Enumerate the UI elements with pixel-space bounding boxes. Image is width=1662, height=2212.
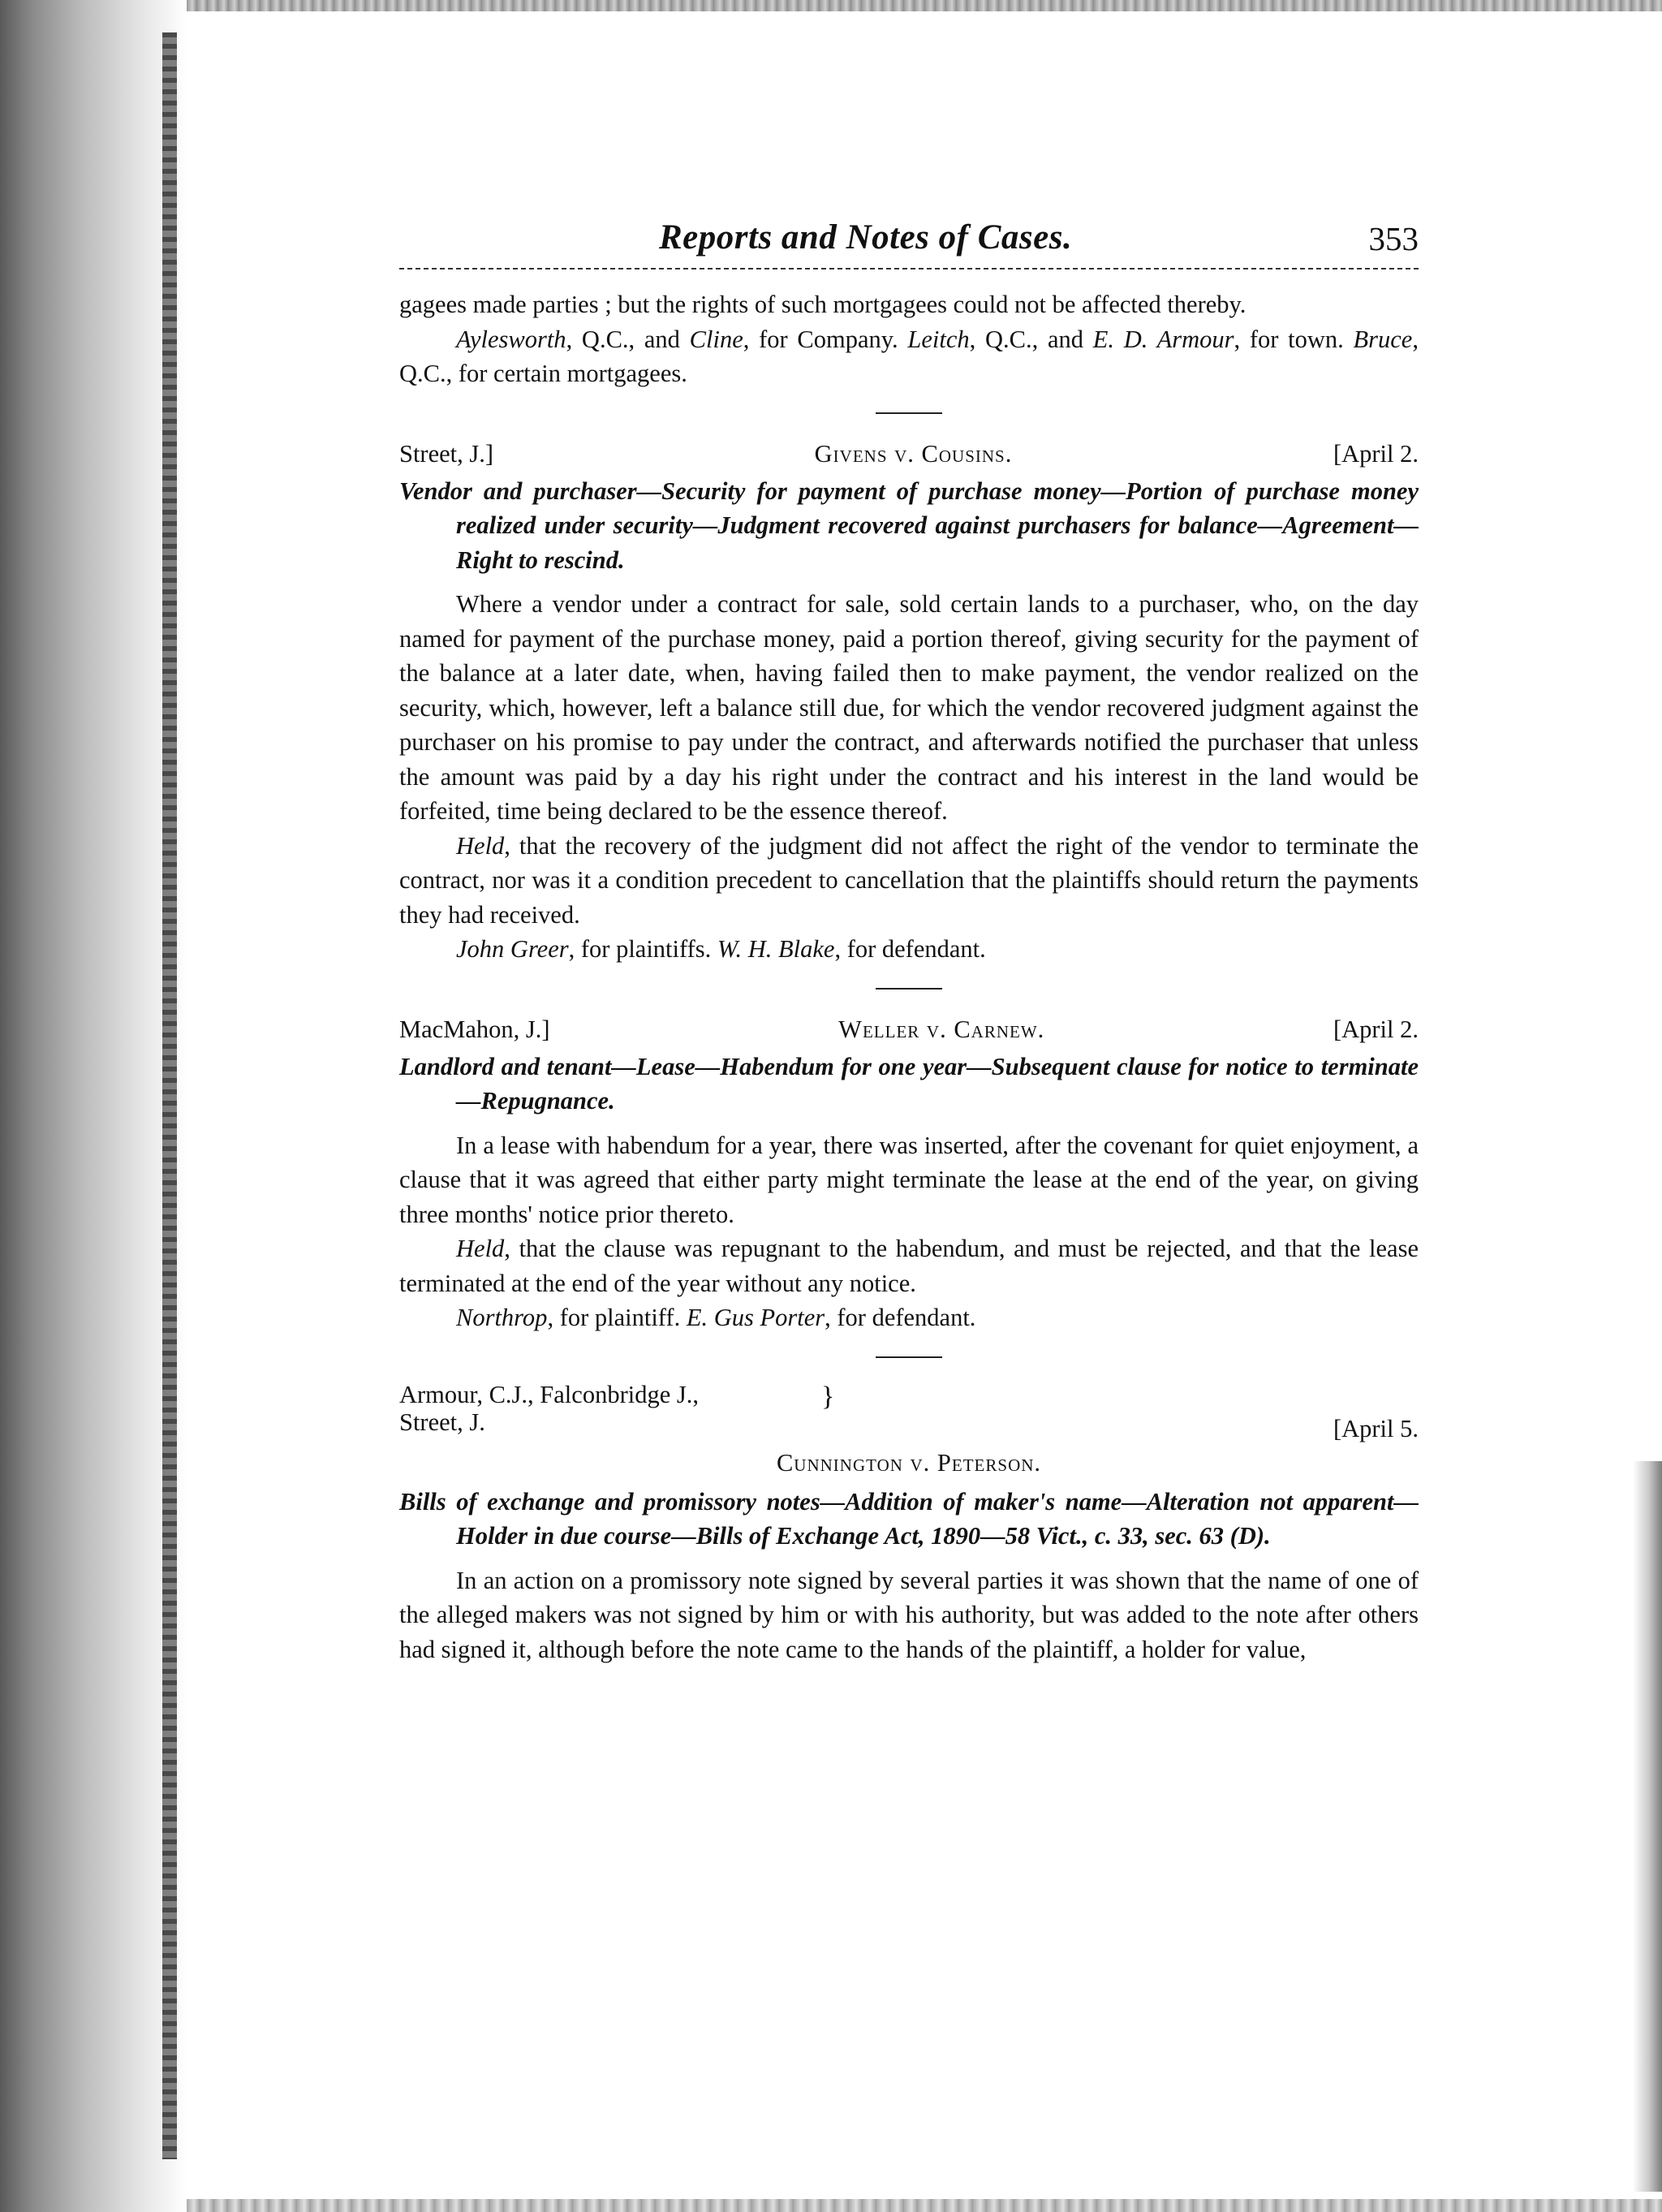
case-paragraph: In an action on a promissory note signed by several parties it was shown that the name of one of the alleged makers was not signed by him or with his authority, but was added to the note after others had signed it, although before the note came to the hands of the plaintiff, a holder for value, <box>399 1566 1419 1663</box>
opening-counsel <box>399 322 1419 391</box>
counsel-role: , for town. <box>1234 325 1354 353</box>
case-counsel <box>399 932 1419 967</box>
counsel-role: , for defendant. <box>825 1304 976 1331</box>
scan-bottom-edge <box>187 2199 1662 2212</box>
case-header <box>399 1012 1419 1046</box>
page-body <box>399 218 1419 1667</box>
case-date: [April 2. <box>1333 1015 1419 1043</box>
case-headnote: Landlord and tenant—Lease—Habendum for one year—Subsequent clause for notice to terminate—Repugnance. <box>399 1052 1419 1115</box>
running-head <box>399 218 1419 269</box>
case-paragraph: In a lease with habendum for a year, there was inserted, after the covenant for quiet enjoyment, a clause that it was agreed that either party might terminate the lease at the end of the year, on giving three months' notice prior thereto. <box>399 1131 1419 1228</box>
counsel-role: , for plaintiff. <box>547 1304 687 1331</box>
counsel-name: John Greer <box>456 935 569 963</box>
counsel-role: , Q.C., and <box>969 325 1093 353</box>
case-header <box>399 437 1419 471</box>
counsel-name: E. Gus Porter <box>686 1304 825 1331</box>
held-label: Held <box>456 1235 505 1262</box>
section-divider <box>876 1356 942 1358</box>
held-text: , that the recovery of the judgment did not affect the right of the vendor to terminate the contract, nor was it a condition precedent to cancellation that the plaintiffs should return the payments they had received. <box>399 831 1419 929</box>
counsel-name: Bruce <box>1353 325 1413 353</box>
case-judges-line: Street, J. <box>399 1408 485 1436</box>
counsel-role: , Q.C., and <box>566 325 690 353</box>
held-label: Held <box>456 831 505 860</box>
counsel-name: Aylesworth <box>456 325 566 353</box>
scan-binding-shadow <box>0 0 187 2212</box>
held-text: , that the clause was repugnant to the habendum, and must be rejected, and that the lease terminated at the end of the year without any notice. <box>399 1235 1419 1297</box>
counsel-role: , Q.C., for certain mortgagees. <box>399 325 1419 387</box>
case-judge: Street, J.] <box>399 439 494 468</box>
case-counsel <box>399 1300 1419 1335</box>
counsel-name: Cline <box>689 325 743 353</box>
scan-page-edge <box>162 32 177 2159</box>
running-head-title: Reports and Notes of Cases. <box>659 218 1073 257</box>
section-divider <box>876 988 942 990</box>
case-title: Givens v. Cousins. <box>814 439 1013 468</box>
case-paragraph: Where a vendor under a contract for sale, sold certain lands to a purchaser, who, on the day named for payment of the purchase money, paid a portion thereof, giving security for the payment of the balance at a later date, when, having failed then to make payment, the vendor realized on the security, which, however, left a balance still due, for which the vendor recovered judgment against the purchaser on his promise to pay under the contract, and afterwards notified the purchaser that unless the amount was paid by a day his right under the contract and his interest in the land would be forfeited, time being declared to be the essence thereof. <box>399 590 1419 825</box>
brace-glyph: } <box>821 1381 835 1412</box>
case-judges-block <box>399 1381 1419 1446</box>
case-date: [April 5. <box>1333 1414 1419 1442</box>
counsel-role: , for Company. <box>743 325 908 353</box>
counsel-name: Leitch <box>907 325 970 353</box>
case-judges-line: Armour, C.J., Falconbridge J., <box>399 1380 699 1408</box>
scan-top-edge <box>187 0 1662 11</box>
counsel-name: W. H. Blake <box>717 935 835 963</box>
counsel-name: E. D. Armour <box>1092 325 1234 353</box>
counsel-name: Northrop <box>456 1304 548 1331</box>
case-headnote: Vendor and purchaser—Security for payment of purchase money—Portion of purchase money realized under security—Judgment recovered against purchasers for balance—Agreement—Right to rescind. <box>399 476 1419 574</box>
page-number: 353 <box>1368 220 1419 257</box>
case-title: Weller v. Carnew. <box>838 1015 1045 1043</box>
opening-paragraph: gagees made parties ; but the rights of such mortgagees could not be affected thereby. <box>399 291 1246 318</box>
case-title: Cunnington v. Peterson. <box>776 1448 1042 1477</box>
case-held <box>399 829 1419 933</box>
case-headnote: Bills of exchange and promissory notes—Addition of maker's name—Alteration not apparent—Holder in due course—Bills of Exchange Act, 1890—58 Vict., c. 33, sec. 63 (D). <box>399 1487 1419 1550</box>
case-held <box>399 1231 1419 1300</box>
counsel-role: , for defendant. <box>834 935 986 963</box>
counsel-role: , for plaintiffs. <box>568 935 717 963</box>
section-divider <box>876 412 942 414</box>
case-judge: MacMahon, J.] <box>399 1015 550 1043</box>
case-date: [April 2. <box>1333 439 1419 468</box>
scan-right-edge <box>1633 1461 1662 2192</box>
